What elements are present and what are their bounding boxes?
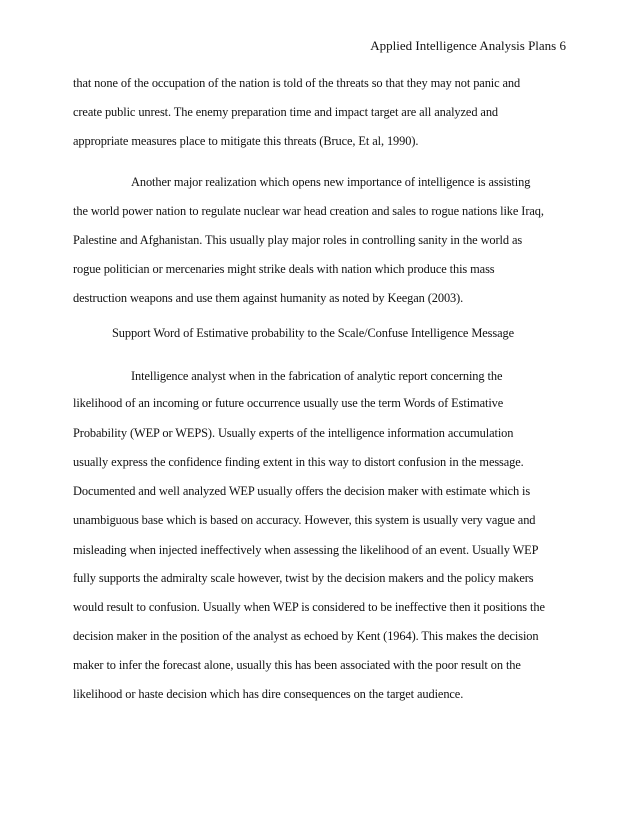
text-line: Palestine and Afghanistan. This usually play major roles in controlling sanity in the world as xyxy=(73,233,523,247)
text-line: would result to confusion. Usually when WEP is considered to be ineffective then it positions the xyxy=(73,600,545,614)
text-line: rogue politician or mercenaries might strike deals with nation which produce this mass xyxy=(73,262,495,276)
text-line: likelihood of an incoming or future occurrence usually use the term Words of Estimative xyxy=(73,396,504,410)
text-line: fully supports the admiralty scale however, twist by the decision makers and the policy makers xyxy=(73,571,534,585)
running-head: Applied Intelligence Analysis Plans 6 xyxy=(370,38,566,53)
text-line: destruction weapons and use them against humanity as noted by Keegan (2003). xyxy=(73,291,464,305)
text-line: Documented and well analyzed WEP usually offers the decision maker with estimate which is xyxy=(73,484,531,498)
text-line: appropriate measures place to mitigate this threats (Bruce, Et al, 1990). xyxy=(73,134,419,148)
text-line: that none of the occupation of the nation is told of the threats so that they may not panic and xyxy=(73,76,521,90)
text-line: maker to infer the forecast alone, usually this has been associated with the poor result on the xyxy=(73,658,521,672)
text-line: likelihood or haste decision which has dire consequences on the target audience. xyxy=(73,687,464,701)
text-line: decision maker in the position of the analyst as echoed by Kent (1964). This makes the decision xyxy=(73,629,539,643)
text-line: unambiguous base which is based on accuracy. However, this system is usually very vague and xyxy=(73,513,536,527)
section-heading: Support Word of Estimative probability to the Scale/Confuse Intelligence Message xyxy=(112,326,514,340)
paragraph-first-line: Another major realization which opens new importance of intelligence is assisting xyxy=(131,175,531,189)
text-line: Probability (WEP or WEPS). Usually experts of the intelligence information accumulation xyxy=(73,426,514,440)
paragraph-first-line: Intelligence analyst when in the fabrication of analytic report concerning the xyxy=(131,369,503,383)
text-line: create public unrest. The enemy preparation time and impact target are all analyzed and xyxy=(73,105,499,119)
text-line: misleading when injected ineffectively when assessing the likelihood of an event. Usually WEP xyxy=(73,543,539,557)
text-line: usually express the confidence finding extent in this way to distort confusion in the message. xyxy=(73,455,524,469)
text-line: the world power nation to regulate nuclear war head creation and sales to rogue nations like Iraq, xyxy=(73,204,544,218)
